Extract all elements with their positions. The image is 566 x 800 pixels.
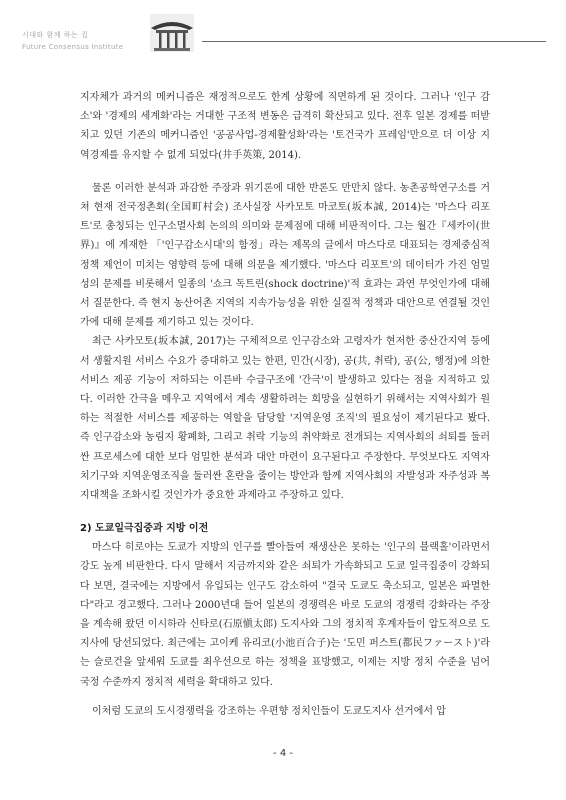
section-heading: 2) 도쿄일극집중과 지방 이전 bbox=[80, 523, 209, 535]
body-paragraph: 물론 이러한 분석과 과감한 주장과 위기론에 대한 반론도 만만치 않다. 농촌공학연구소를 거쳐 현재 전국정촌회(全国町村会) 조사실장 사카모토 마코토(坂本誠, 2014)는 '마스다 리포트'로 총칭되는 인구소멸사회 논의의 의미와 문제점에 대해 비판적이다. 그는 월간『세카이(世界)』에 게재한 「'인구감소시대'의 함정」라는 제목의 글에서 마스다로 대표되는 경제중심적 정책 제언이 미치는 영향력 등에 대해 의문을 제기했다. '마스다 리포트'의 데이터가 가진 엄밀성의 문제를 비롯해서 일종의 '쇼크 독트린(shock doctrine)'적 효과는 과연 무엇인가에 대해서 질문한다. 즉 현지 농산어촌 지역의 지속가능성을 위한 실질적 정책과 대안으로 연결될 것인가에 대해 문제를 제기하고 있는 것이다. bbox=[80, 182, 490, 329]
brand-name-korean: 시대와 함께 하는 집 bbox=[22, 31, 89, 39]
body-paragraph: 지자체가 과거의 메커니즘은 재정적으로도 한계 상황에 직면하게 된 것이다. 그러나 '인구 감소'와 '경제의 세계화'라는 거대한 구조적 변동은 급격히 확산되고 있다. 전후 일본 경제를 떠받치고 있던 기존의 메커니즘인 '공공사업-경제활성화'라는 '토건국가 프레임'만으로 더 이상 지역경제를 유지할 수 없게 되었다(井手英策, 2014). bbox=[80, 92, 490, 161]
document-body bbox=[80, 88, 490, 721]
page-number: - 4 - bbox=[273, 748, 293, 759]
body-paragraph: 마스다 히로야는 도쿄가 지방의 인구를 빨아들여 재생산은 못하는 '인구의 블랙홀'이라면서 강도 높게 비판한다. 다시 말해서 지금까지와 같은 쇠퇴가 가속화되고 도쿄 일극집중이 강화되다 보면, 결국에는 지방에서 유입되는 인구도 감소하여 "결국 도쿄도 축소되고, 일본은 파멸한다"라고 경고했다. 그러나 2000년대 들어 일본의 경쟁력은 바로 도쿄의 경쟁력 강화라는 주장을 계속해 왔던 이시하라 신타로(石原愼太郎) 도지사와 그의 정치적 후계자들이 압도적으로 도지사에 당선되었다. 최근에는 고이케 유리코(小池百合子)는 '도민 퍼스트(都民ファースト)'라는 슬로건을 앞세워 도쿄를 최우선으로 하는 정책을 표방했고, 이제는 지방 정치 수준을 넘어 국정 수준까지 정치적 세력을 확대하고 있다. bbox=[80, 542, 490, 688]
body-paragraph: 이처럼 도쿄의 도시경쟁력을 강조하는 우편향 정치인들이 도쿄도지사 선거에서 압 bbox=[92, 705, 446, 717]
page-header bbox=[0, 0, 566, 64]
brand-name-english: Future Consensus Institute bbox=[22, 43, 124, 51]
header-divider bbox=[202, 41, 546, 42]
body-paragraph: 최근 사카모토(坂本誠, 2017)는 구체적으로 인구감소와 고령자가 현저한 중산간지역 등에서 생활지원 서비스 수요가 증대하고 있는 한편, 민간(시장), 공(共, 취락), 공(公, 행정)에 의한 서비스 제공 기능이 저하되는 이른바 수급구조에 '간극'이 발생하고 있다는 점을 지적하고 있다. 이러한 간극을 메우고 지역에서 계속 생활하려는 희망을 실현하기 위해서는 지역사회가 원하는 적절한 서비스를 제공하는 역할을 담당할 '지역운영 조직'의 필요성이 제기된다고 봤다. 즉 인구감소와 농림지 황폐화, 그리고 취락 기능의 취약화로 전개되는 지역사회의 쇠퇴를 둘러싼 프로세스에 대한 보다 엄밀한 분석과 대안 마련이 요구된다고 주장한다. 무엇보다도 지역자치기구와 지역운영조직을 둘러싼 혼란을 줄이는 방안과 함께 지역사회의 자발성과 자주성과 복지대책을 조화시킬 것인가가 중요한 과제라고 주장하고 있다. bbox=[80, 336, 490, 502]
traditional-house-logo-icon bbox=[148, 12, 196, 54]
